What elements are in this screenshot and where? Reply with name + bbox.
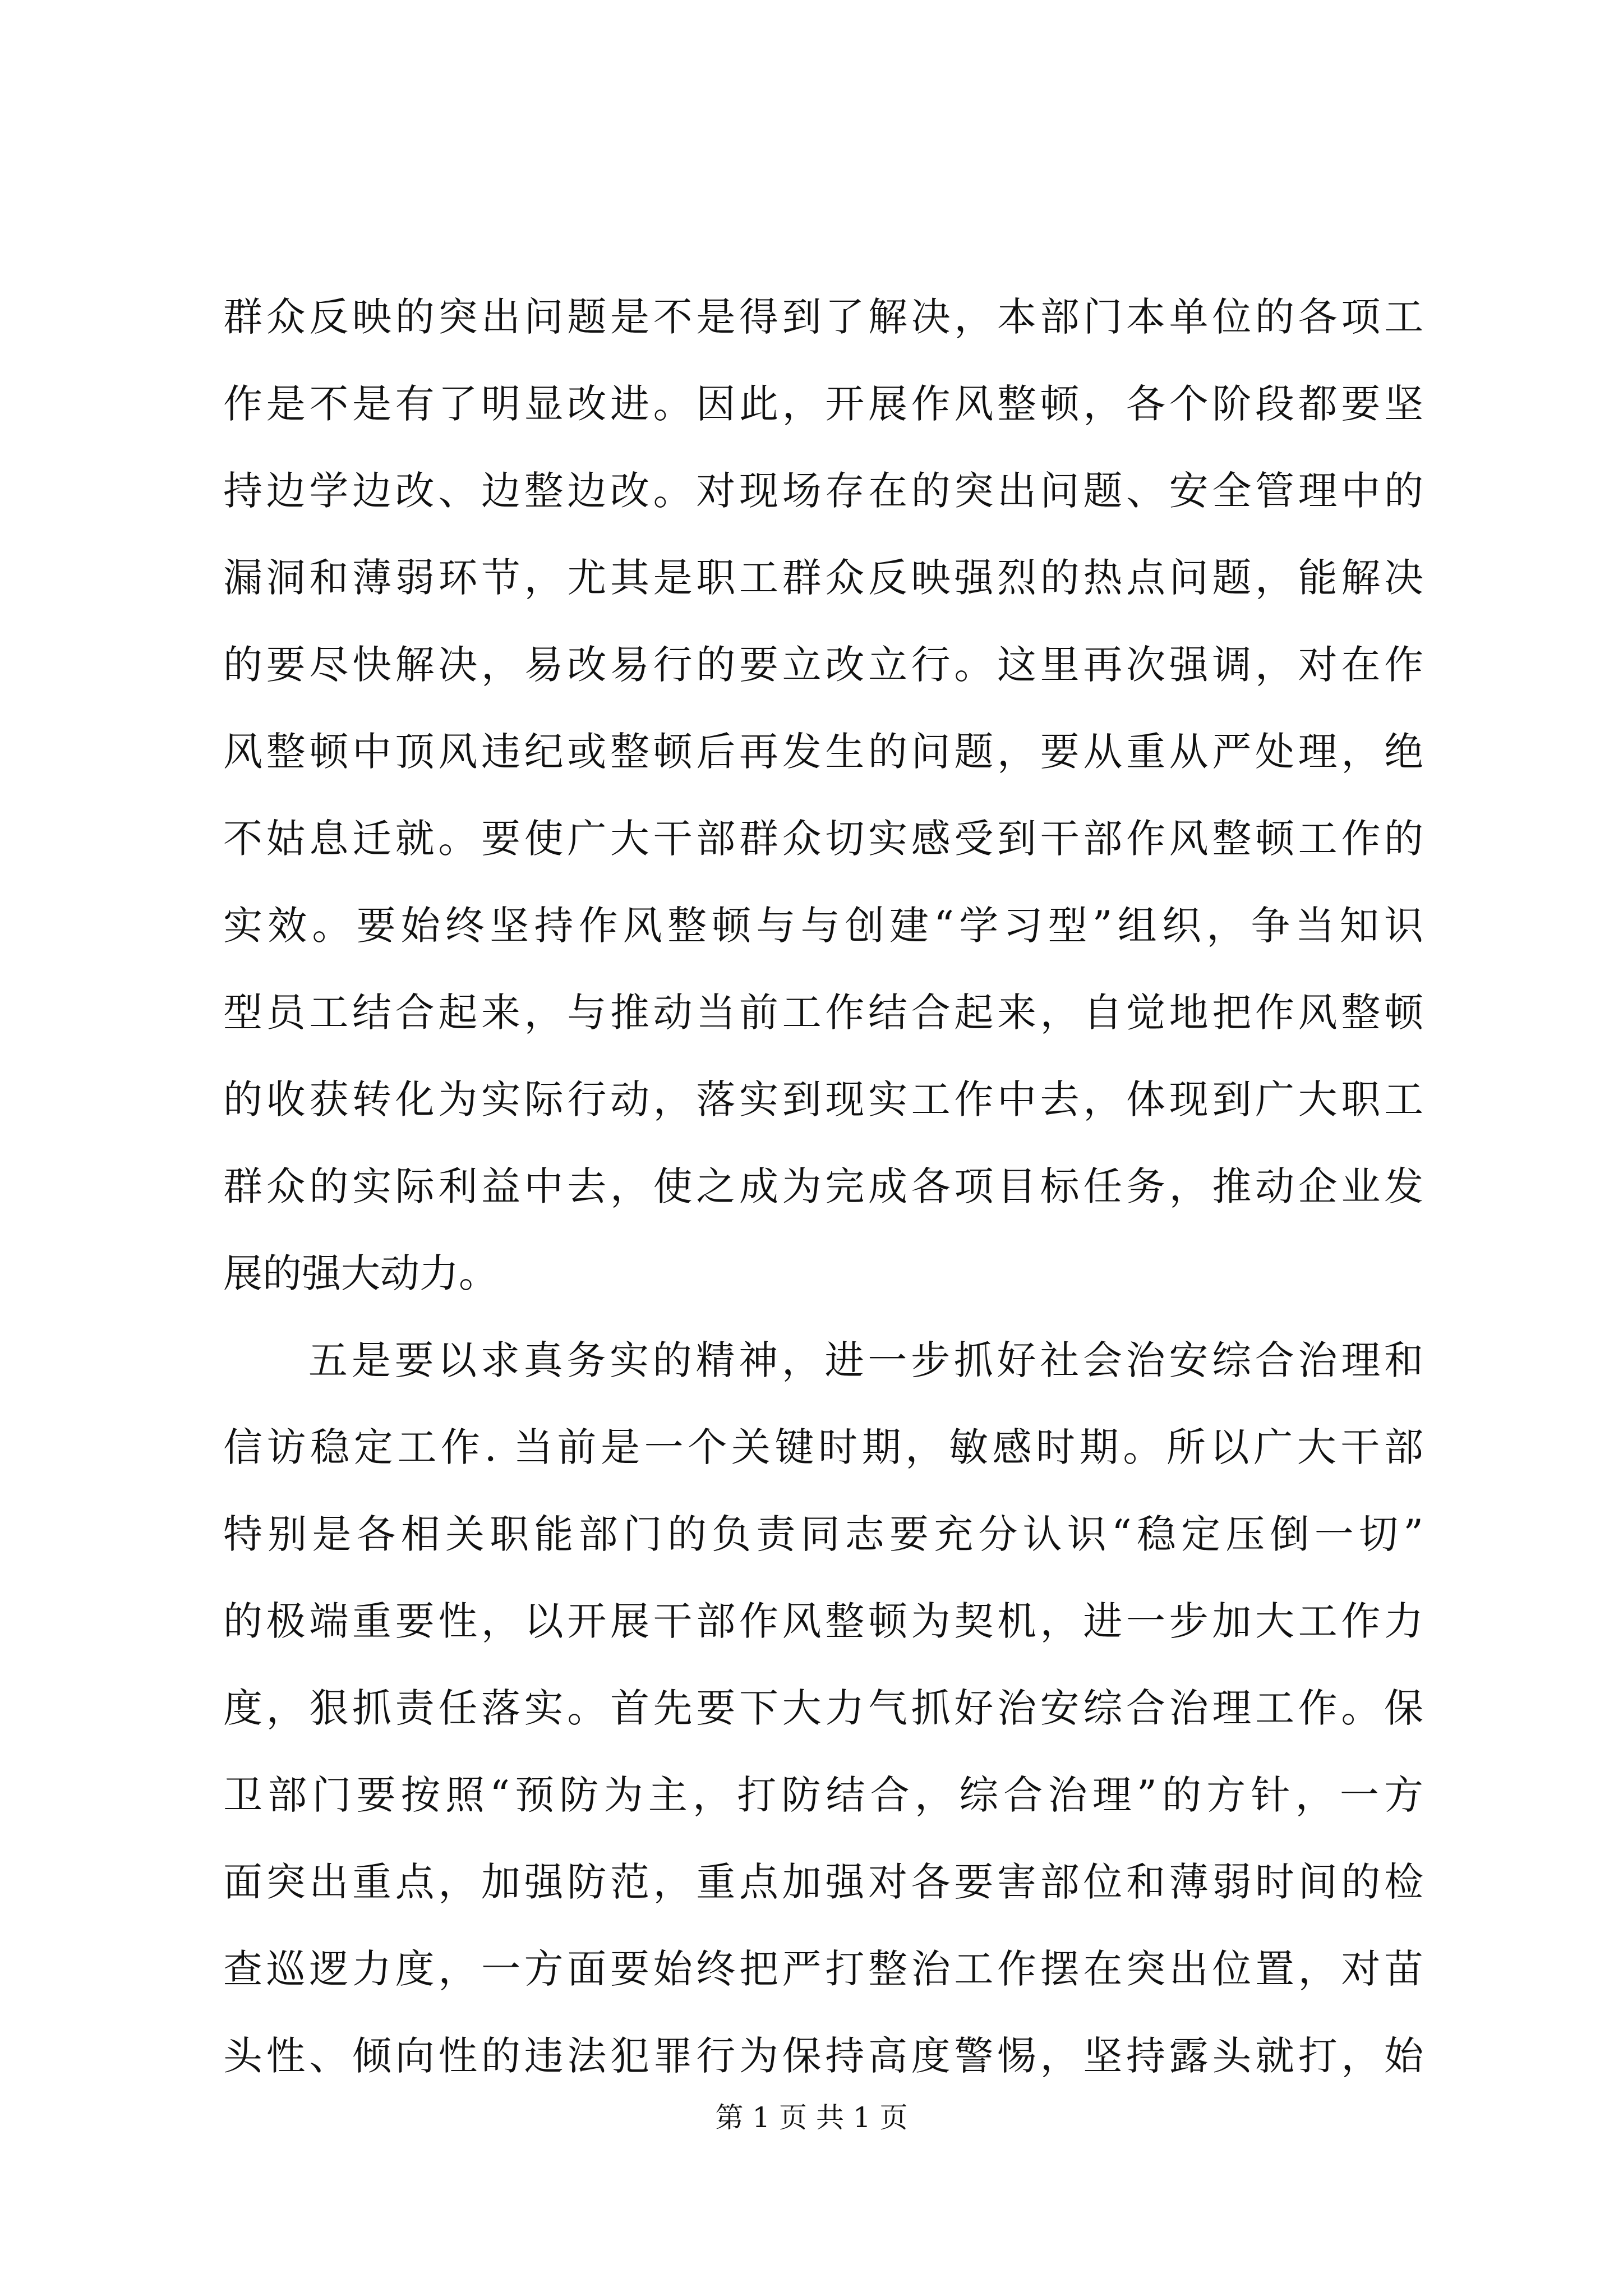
text-line-8: 实效。要始终坚持作风整顿与与创建“学习型”组织，争当知识 — [223, 903, 1423, 949]
text-line-17: 度，狠抓责任落实。首先要下大力气抓好治安综合治理工作。保 — [223, 1685, 1423, 1731]
text-line-21: 头性、倾向性的违法犯罪行为保持高度警惕，坚持露头就打，始 — [223, 2033, 1423, 2079]
text-line-4: 漏洞和薄弱环节，尤其是职工群众反映强烈的热点问题，能解决 — [223, 555, 1423, 601]
text-line-2: 作是不是有了明显改进。因此，开展作风整顿，各个阶段都要坚 — [223, 381, 1423, 427]
text-line-6: 风整顿中顶风违纪或整顿后再发生的问题，要从重从严处理，绝 — [223, 729, 1423, 775]
text-line-12: 展的强大动力。 — [223, 1250, 498, 1296]
text-line-11: 群众的实际利益中去，使之成为完成各项目标任务，推动企业发 — [223, 1163, 1423, 1209]
text-line-16: 的极端重要性，以开展干部作风整顿为契机，进一步加大工作力 — [223, 1598, 1423, 1644]
text-line-13: 五是要以求真务实的精神，进一步抓好社会治安综合治理和 — [308, 1337, 1423, 1383]
text-line-1: 群众反映的突出问题是不是得到了解决，本部门本单位的各项工 — [223, 294, 1423, 340]
text-line-9: 型员工结合起来，与推动当前工作结合起来，自觉地把作风整顿 — [223, 990, 1423, 1036]
text-line-15: 特别是各相关职能部门的负责同志要充分认识“稳定压倒一切” — [223, 1511, 1423, 1557]
text-line-19: 面突出重点，加强防范，重点加强对各要害部位和薄弱时间的检 — [223, 1859, 1423, 1905]
text-line-7: 不姑息迁就。要使广大干部群众切实感受到干部作风整顿工作的 — [223, 816, 1423, 862]
text-line-14: 信访稳定工作. 当前是一个关键时期，敏感时期。所以广大干部 — [223, 1424, 1423, 1470]
text-line-20: 查巡逻力度，一方面要始终把严打整治工作摆在突出位置，对苗 — [223, 1946, 1423, 1992]
text-line-5: 的要尽快解决，易改易行的要立改立行。这里再次强调，对在作 — [223, 642, 1423, 688]
text-line-10: 的收获转化为实际行动，落实到现实工作中去，体现到广大职工 — [223, 1076, 1423, 1122]
page-footer: 第 1 页 共 1 页 — [715, 2101, 908, 2134]
text-line-3: 持边学边改、边整边改。对现场存在的突出问题、安全管理中的 — [223, 468, 1423, 514]
text-line-18: 卫部门要按照“预防为主，打防结合，综合治理”的方针，一方 — [223, 1772, 1423, 1818]
